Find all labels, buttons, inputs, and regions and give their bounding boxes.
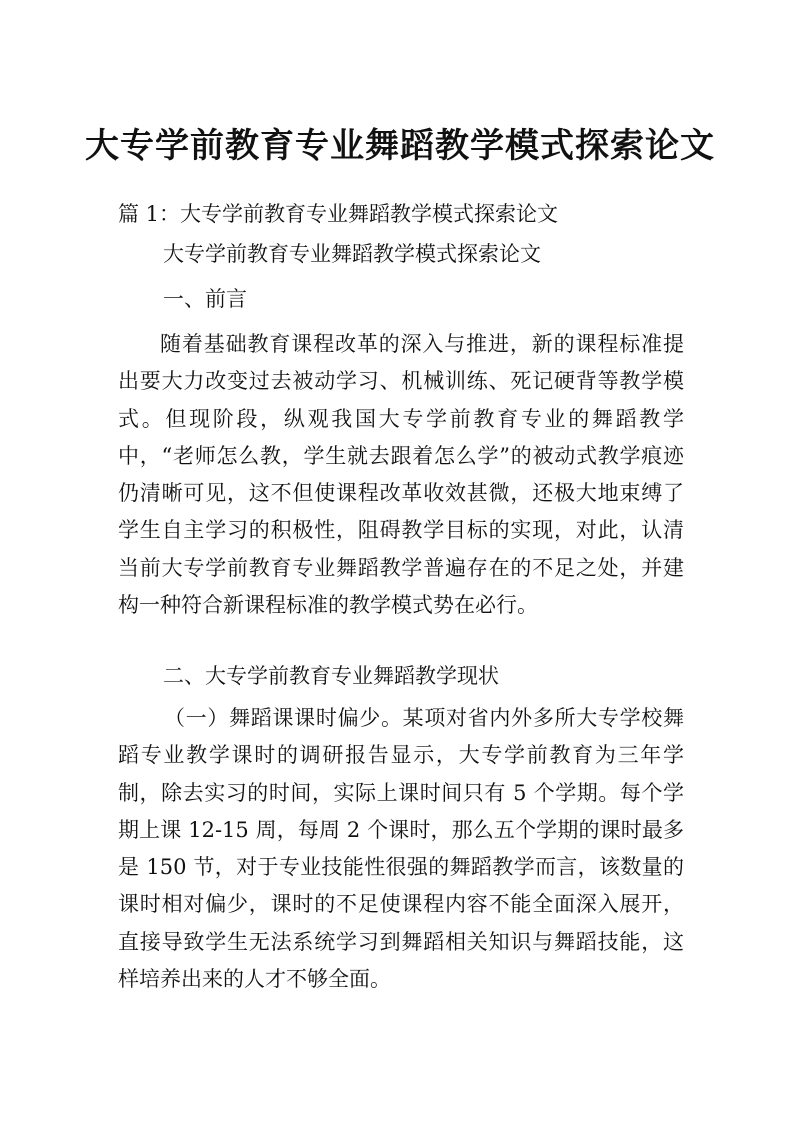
section-1-heading: 一、前言: [163, 287, 247, 311]
document-title: 大专学前教育专业舞蹈教学模式探索论文: [85, 126, 715, 166]
paragraph-2: （一）舞蹈课课时偏少。某项对省内外多所大专学校舞蹈专业教学课时的调研报告显示，大专学前教育为三年学制，除去实习的时间，实际上课时间只有 5 个学期。每个学期上课 12-15 周，每周 2 个课时，那么五个学期的课时最多是 150 节，对于专业技能性很强的舞蹈教学而言，该数量的课时相对偏少，课时的不足使课程内容不能全面深入展开，直接导致学生无法系统学习到舞蹈相关知识与舞蹈技能，这样培养出来的人才不够全面。: [118, 706, 684, 992]
body-block-2: [118, 700, 684, 998]
body-block-1: [118, 326, 684, 624]
chapter-heading: 篇 1：大专学前教育专业舞蹈教学模式探索论文: [118, 202, 559, 226]
subtitle: 大专学前教育专业舞蹈教学模式探索论文: [163, 242, 541, 266]
section-2-heading: 二、大专学前教育专业舞蹈教学现状: [163, 664, 499, 688]
paragraph-1: 随着基础教育课程改革的深入与推进，新的课程标准提出要大力改变过去被动学习、机械训练、死记硬背等教学模式。但现阶段，纵观我国大专学前教育专业的舞蹈教学中，“老师怎么教，学生就去跟着怎么学”的被动式教学痕迹仍清晰可见，这不但使课程改革收效甚微，还极大地束缚了学生自主学习的积极性，阻碍教学目标的实现，对此，认清当前大专学前教育专业舞蹈教学普遍存在的不足之处，并建构一种符合新课程标准的教学模式势在必行。: [118, 332, 684, 618]
